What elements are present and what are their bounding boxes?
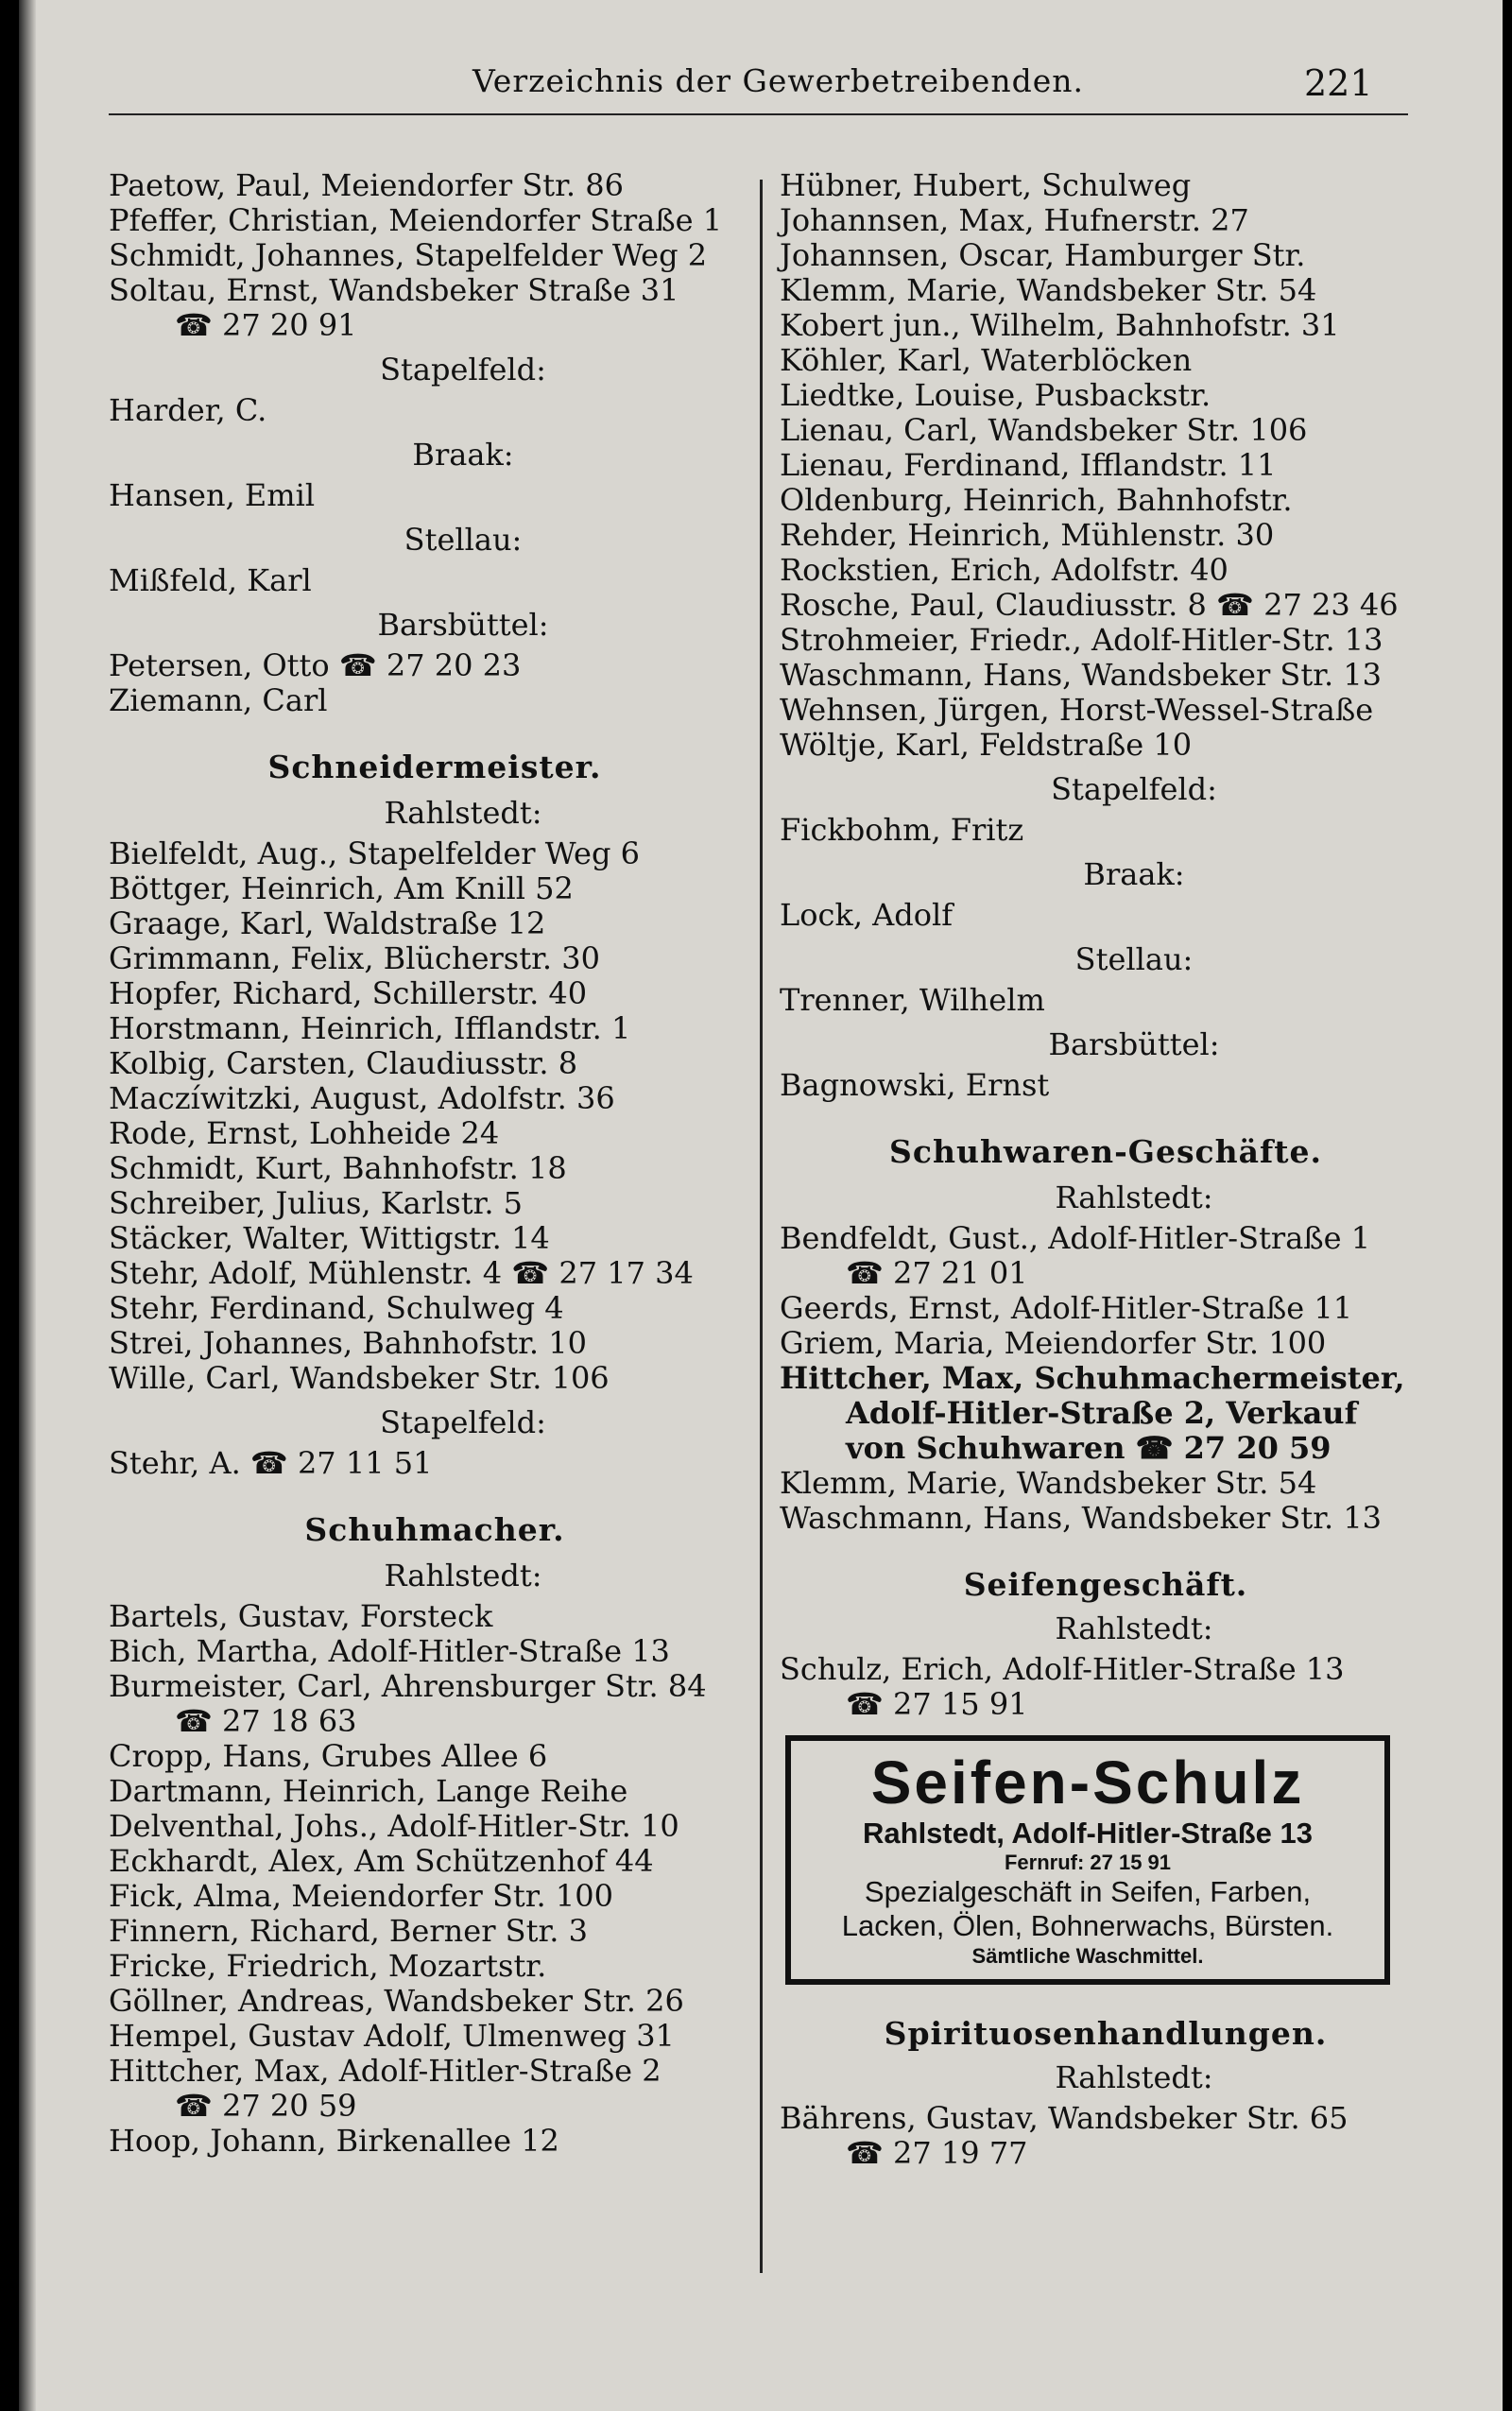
schneider-list bbox=[109, 836, 761, 1396]
list-item: Wille, Carl, Wandsbeker Str. 106 bbox=[109, 1360, 610, 1396]
place-heading: Stapelfeld: bbox=[380, 352, 546, 387]
list-item: Klemm, Marie, Wandsbeker Str. 54 bbox=[780, 1465, 1317, 1501]
continuation-line: von Schuhwaren ☎ 27 20 59 bbox=[846, 1430, 1332, 1466]
list-item: Pfeffer, Christian, Meiendorfer Straße 1 bbox=[109, 202, 723, 238]
continuation-line: ☎ 27 21 01 bbox=[846, 1255, 1028, 1291]
list-item: Lienau, Carl, Wandsbeker Str. 106 bbox=[780, 412, 1308, 448]
list-item: Hittcher, Max, Adolf-Hitler-Straße 2 bbox=[109, 2053, 662, 2089]
list-item: Stehr, A. ☎ 27 11 51 bbox=[109, 1445, 433, 1481]
continuation-line: ☎ 27 15 91 bbox=[846, 1686, 1028, 1722]
right-column bbox=[780, 168, 1432, 2171]
continuation-line: ☎ 27 19 77 bbox=[846, 2135, 1028, 2171]
place-heading: Stapelfeld: bbox=[1051, 771, 1217, 807]
list-item: Klemm, Marie, Wandsbeker Str. 54 bbox=[780, 272, 1317, 308]
list-item: Maczíwitzki, August, Adolfstr. 36 bbox=[109, 1080, 615, 1116]
ad-title: Seifen-Schulz bbox=[870, 1748, 1305, 1817]
phone-number: ☎ 27 20 91 bbox=[175, 307, 357, 343]
place-heading: Barsbüttel: bbox=[1048, 1026, 1220, 1062]
continuation-line: ☎ 27 18 63 bbox=[175, 1703, 357, 1739]
list-item: Hopfer, Richard, Schillerstr. 40 bbox=[109, 975, 588, 1011]
list-item: Lock, Adolf bbox=[780, 897, 954, 933]
ad-address: Rahlstedt, Adolf-Hitler-Straße 13 bbox=[863, 1817, 1313, 1850]
spirituosen-list bbox=[780, 2101, 1432, 2171]
section-heading-schuhwaren: Schuhwaren-Geschäfte. bbox=[889, 1133, 1322, 1170]
place-heading: Stellau: bbox=[1074, 941, 1194, 977]
left-column bbox=[109, 168, 761, 2159]
list-item: Göllner, Andreas, Wandsbeker Str. 26 bbox=[109, 1983, 684, 2019]
list-item: Hübner, Hubert, Schulweg bbox=[780, 167, 1192, 203]
list-item: Burmeister, Carl, Ahrensburger Str. 84 bbox=[109, 1668, 707, 1704]
list-item: Schmidt, Johannes, Stapelfelder Weg 2 bbox=[109, 237, 708, 273]
list-item: Eckhardt, Alex, Am Schützenhof 44 bbox=[109, 1843, 654, 1879]
list-item: Schreiber, Julius, Karlstr. 5 bbox=[109, 1185, 524, 1221]
list-item: Waschmann, Hans, Wandsbeker Str. 13 bbox=[780, 657, 1383, 693]
list-item: Hempel, Gustav Adolf, Ulmenweg 31 bbox=[109, 2018, 675, 2054]
section-heading-seifengeschaeft: Seifengeschäft. bbox=[963, 1566, 1248, 1603]
place-heading: Rahlstedt: bbox=[1055, 2059, 1213, 2095]
list-item: Köhler, Karl, Waterblöcken bbox=[780, 342, 1193, 378]
directory-page bbox=[19, 0, 1503, 2411]
list-item: Bich, Martha, Adolf-Hitler-Straße 13 bbox=[109, 1633, 670, 1669]
list-item: Fricke, Friedrich, Mozartstr. bbox=[109, 1948, 547, 1984]
place-heading: Barsbüttel: bbox=[377, 607, 549, 643]
list-item: Bendfeldt, Gust., Adolf-Hitler-Straße 1 bbox=[780, 1220, 1371, 1256]
list-item: Hittcher, Max, Schuhmachermeister, bbox=[780, 1360, 1405, 1396]
place-heading: Braak: bbox=[1083, 856, 1185, 892]
list-item: Stäcker, Walter, Wittigstr. 14 bbox=[109, 1220, 550, 1256]
list-item: Bagnowski, Ernst bbox=[780, 1067, 1050, 1103]
list-item: Bährens, Gustav, Wandsbeker Str. 65 bbox=[780, 2100, 1349, 2136]
place-heading: Rahlstedt: bbox=[384, 1558, 542, 1593]
list-item: Wöltje, Karl, Feldstraße 10 bbox=[780, 727, 1193, 763]
section-heading-schneidermeister: Schneidermeister. bbox=[267, 749, 602, 785]
list-item: Rosche, Paul, Claudiusstr. 8 ☎ 27 23 46 bbox=[780, 587, 1399, 623]
place-heading: Rahlstedt: bbox=[1055, 1610, 1213, 1646]
left-top-list bbox=[109, 168, 761, 343]
list-item: Ziemann, Carl bbox=[109, 682, 328, 718]
right-top-list bbox=[780, 168, 1432, 763]
list-item: Strei, Johannes, Bahnhofstr. 10 bbox=[109, 1325, 587, 1361]
list-item: Johannsen, Max, Hufnerstr. 27 bbox=[780, 202, 1249, 238]
continuation-line: ☎ 27 20 59 bbox=[175, 2088, 357, 2124]
list-item: Waschmann, Hans, Wandsbeker Str. 13 bbox=[780, 1500, 1383, 1536]
list-item: Grimmann, Felix, Blücherstr. 30 bbox=[109, 940, 600, 976]
section-heading-spirituosen: Spirituosenhandlungen. bbox=[884, 2015, 1328, 2052]
place-heading: Braak: bbox=[412, 437, 514, 473]
place-heading: Stapelfeld: bbox=[380, 1404, 546, 1440]
list-item: Böttger, Heinrich, Am Knill 52 bbox=[109, 870, 574, 906]
list-item: Fick, Alma, Meiendorfer Str. 100 bbox=[109, 1878, 613, 1914]
list-item: Rockstien, Erich, Adolfstr. 40 bbox=[780, 552, 1228, 588]
list-item: Graage, Karl, Waldstraße 12 bbox=[109, 905, 546, 941]
list-item: Cropp, Hans, Grubes Allee 6 bbox=[109, 1738, 548, 1774]
ad-line: Lacken, Ölen, Bohnerwachs, Bürsten. bbox=[841, 1909, 1334, 1942]
schuhwaren-list bbox=[780, 1221, 1432, 1536]
list-item: Paetow, Paul, Meiendorfer Str. 86 bbox=[109, 167, 624, 203]
list-item: Stehr, Ferdinand, Schulweg 4 bbox=[109, 1290, 564, 1326]
seifen-schulz-advertisement bbox=[785, 1735, 1390, 1985]
header-rule bbox=[109, 113, 1408, 115]
list-item: Bielfeldt, Aug., Stapelfelder Weg 6 bbox=[109, 835, 640, 871]
list-item: Rehder, Heinrich, Mühlenstr. 30 bbox=[780, 517, 1275, 553]
running-header: Verzeichnis der Gewerbetreibenden. bbox=[472, 62, 1084, 99]
place-heading: Rahlstedt: bbox=[384, 795, 542, 831]
ad-line: Spezialgeschäft in Seifen, Farben, bbox=[864, 1875, 1312, 1908]
list-item: Wehnsen, Jürgen, Horst-Wessel-Straße bbox=[780, 692, 1374, 728]
list-item: Strohmeier, Friedr., Adolf-Hitler-Str. 13 bbox=[780, 622, 1383, 658]
list-item: Petersen, Otto ☎ 27 20 23 bbox=[109, 647, 522, 683]
section-heading-schuhmacher: Schuhmacher. bbox=[304, 1511, 565, 1548]
ad-phone: Fernruf: 27 15 91 bbox=[1004, 1851, 1172, 1874]
list-item: Harder, C. bbox=[109, 392, 267, 428]
list-item: Soltau, Ernst, Wandsbeker Straße 31 bbox=[109, 272, 679, 308]
list-item: Trenner, Wilhelm bbox=[780, 982, 1045, 1018]
list-item: Delventhal, Johs., Adolf-Hitler-Str. 10 bbox=[109, 1808, 679, 1844]
list-item: Geerds, Ernst, Adolf-Hitler-Straße 11 bbox=[780, 1290, 1353, 1326]
list-item: Hansen, Emil bbox=[109, 477, 316, 513]
list-item: Dartmann, Heinrich, Lange Reihe bbox=[109, 1773, 628, 1809]
list-item: Johannsen, Oscar, Hamburger Str. bbox=[780, 237, 1306, 273]
place-heading: Rahlstedt: bbox=[1055, 1180, 1213, 1215]
page-number: 221 bbox=[1304, 62, 1373, 104]
list-item: Mißfeld, Karl bbox=[109, 562, 312, 598]
list-item: Kolbig, Carsten, Claudiusstr. 8 bbox=[109, 1045, 578, 1081]
list-item: Kobert jun., Wilhelm, Bahnhofstr. 31 bbox=[780, 307, 1340, 343]
schuhmacher-list bbox=[109, 1599, 761, 2159]
list-item: Rode, Ernst, Lohheide 24 bbox=[109, 1115, 500, 1151]
list-item: Oldenburg, Heinrich, Bahnhofstr. bbox=[780, 482, 1293, 518]
list-item: Fickbohm, Fritz bbox=[780, 812, 1024, 848]
list-item: Horstmann, Heinrich, Ifflandstr. 1 bbox=[109, 1010, 631, 1046]
list-item: Finnern, Richard, Berner Str. 3 bbox=[109, 1913, 588, 1949]
list-item: Lienau, Ferdinand, Ifflandstr. 11 bbox=[780, 447, 1277, 483]
ad-footer: Sämtliche Waschmittel. bbox=[971, 1944, 1204, 1968]
seifen-list bbox=[780, 1652, 1432, 1722]
place-heading: Stellau: bbox=[404, 522, 523, 558]
continuation-line: Adolf-Hitler-Straße 2, Verkauf bbox=[846, 1395, 1358, 1431]
list-item: Hoop, Johann, Birkenallee 12 bbox=[109, 2123, 559, 2159]
list-item: Bartels, Gustav, Forsteck bbox=[109, 1598, 493, 1634]
list-item: Schmidt, Kurt, Bahnhofstr. 18 bbox=[109, 1150, 567, 1186]
list-item: Liedtke, Louise, Pusbackstr. bbox=[780, 377, 1211, 413]
list-item: Stehr, Adolf, Mühlenstr. 4 ☎ 27 17 34 bbox=[109, 1255, 694, 1291]
list-item: Griem, Maria, Meiendorfer Str. 100 bbox=[780, 1325, 1327, 1361]
list-item: Schulz, Erich, Adolf-Hitler-Straße 13 bbox=[780, 1651, 1345, 1687]
